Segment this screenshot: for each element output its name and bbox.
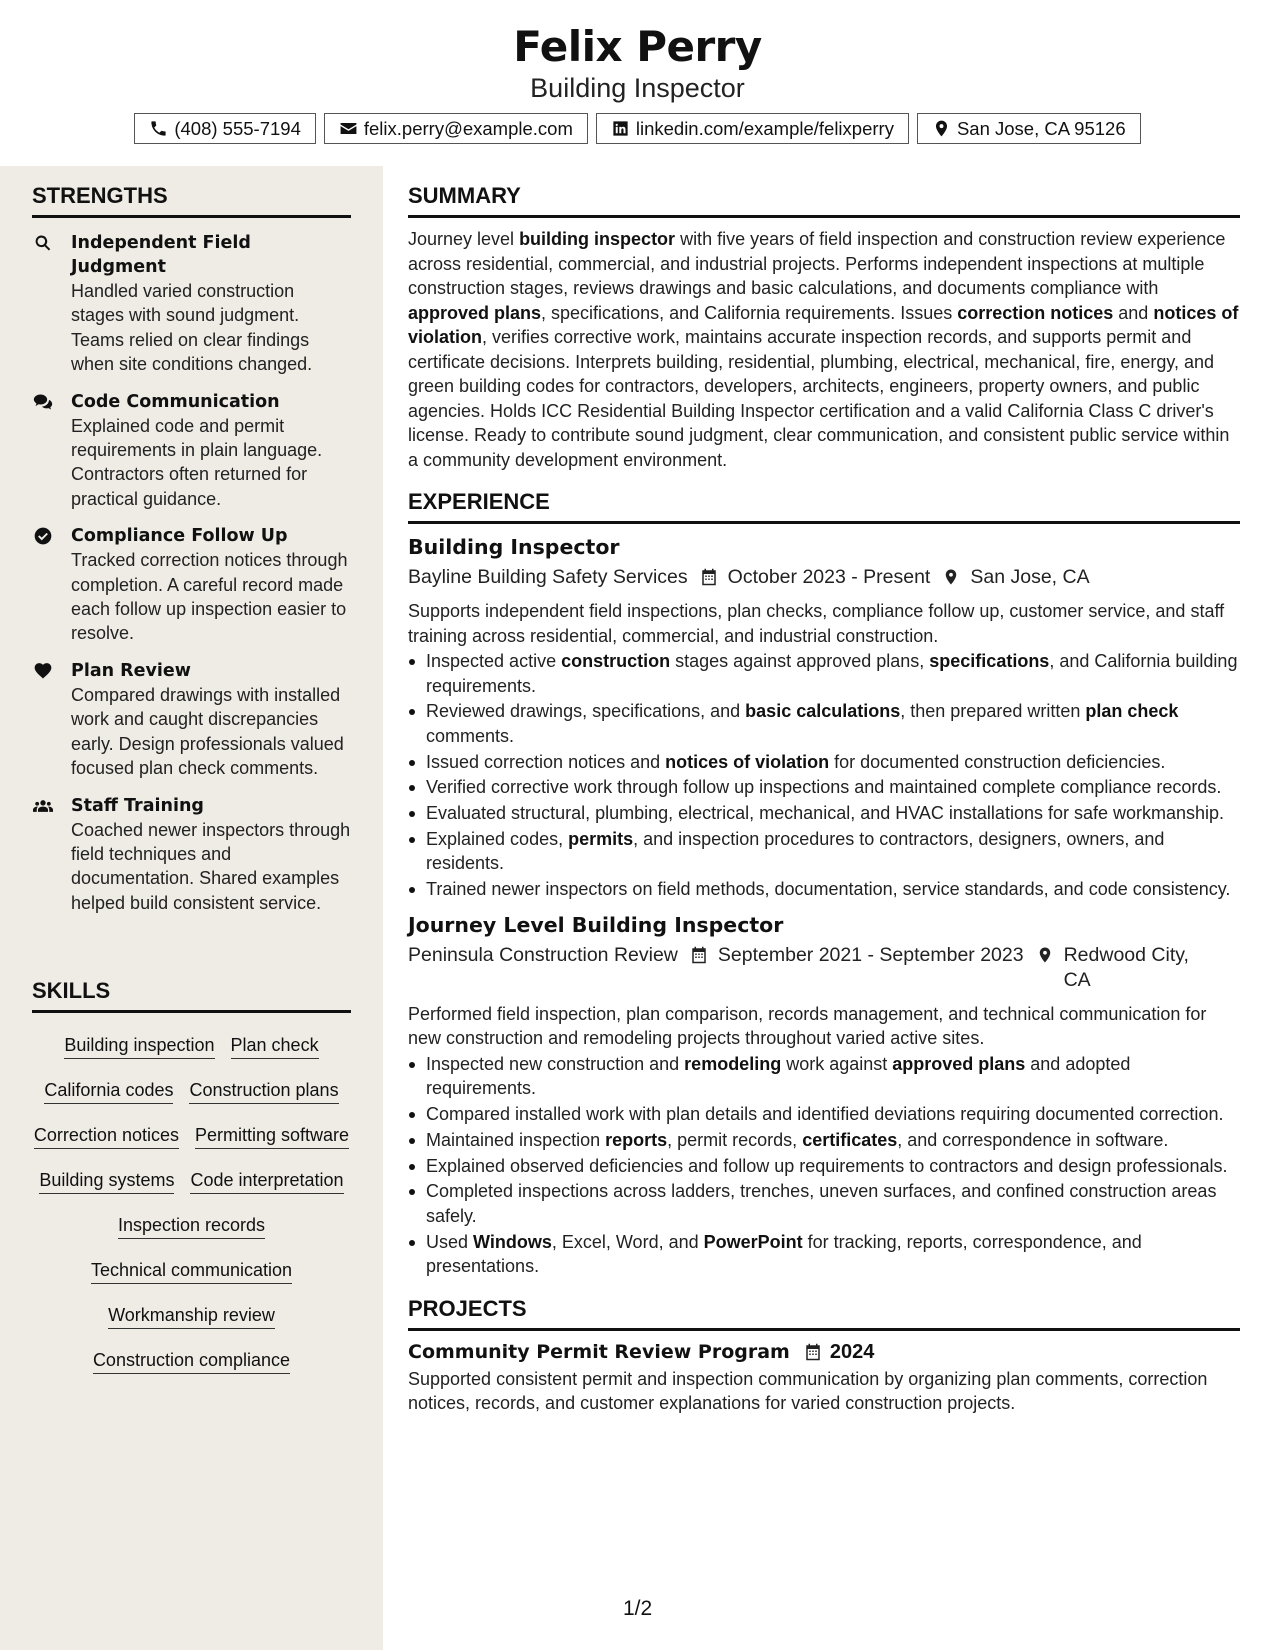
experience-section (408, 489, 1240, 1279)
calendar-icon (804, 1342, 822, 1362)
summary-text: Journey level building inspector with five years of field inspection and construction review experience across residential, commercial, and industrial projects. Performs independent inspections at multiple construction stages, reviews drawings and basic calculations, and documents compliance with approved plans, specifications, and California requirements. Issues correction notices and notices of violation, verifies corrective work, maintains accurate inspection records, and supports permit and certificate decisions. Interprets building, residential, plumbing, electrical, mechanical, fire, energy, and green building codes for contractors, developers, architects, engineers, property owners, and public agencies. Holds ICC Residential Building Inspector certification and a valid California Class C driver's license. Ready to contribute sound judgment, clear communication, and consistent public service within a community development environment. (408, 229, 1239, 470)
bullet-item: Trained newer inspectors on field methods, documentation, service standards, and code consistency. (408, 877, 1240, 902)
job-entry (408, 535, 1240, 902)
summary-section (408, 183, 1240, 472)
skill-tag: Code interpretation (190, 1168, 343, 1194)
bullet-item: Completed inspections across ladders, trenches, uneven surfaces, and confined construction areas safely. (408, 1179, 1240, 1228)
skill-tag: California codes (44, 1078, 173, 1104)
phone-text: (408) 555-7194 (174, 117, 301, 139)
strength-item (32, 524, 351, 646)
projects-section (408, 1296, 1240, 1416)
skill-tag: Building inspection (64, 1033, 214, 1059)
skill-list (32, 1033, 351, 1374)
users-icon (32, 796, 54, 816)
job-meta (408, 565, 1240, 590)
bullet-item: Issued correction notices and notices of violation for documented construction deficiencies. (408, 750, 1240, 775)
skill-tag: Plan check (231, 1033, 319, 1059)
resume-header (0, 0, 1275, 166)
strength-text: Tracked correction notices through completion. A careful record made each follow up inspection easier to resolve. (71, 550, 348, 644)
heart-icon (32, 661, 54, 681)
strength-item (32, 659, 351, 781)
map-marker-icon (942, 567, 960, 587)
map-marker-icon (1036, 945, 1054, 965)
job-dates: October 2023 - Present (727, 566, 931, 588)
strength-title: Code Communication (71, 391, 280, 412)
strength-text: Handled varied construction stages with sound judgment. Teams relied on clear findings when site conditions changed. (71, 281, 313, 375)
bullet-item: Used Windows, Excel, Word, and PowerPoint for tracking, reports, correspondence, and presentations. (408, 1230, 1240, 1279)
sidebar (0, 166, 383, 1650)
job-bullets (408, 649, 1240, 902)
strength-text: Explained code and permit requirements in plain language. Contractors often returned for practical guidance. (71, 415, 323, 509)
candidate-name: Felix Perry (513, 22, 762, 71)
map-marker-icon (932, 119, 951, 138)
bullet-item: Explained observed deficiencies and follow up requirements to contractors and design professionals. (408, 1154, 1240, 1179)
strength-title: Plan Review (71, 660, 191, 681)
strength-item (32, 794, 351, 916)
job-title: Building Inspector (408, 535, 620, 559)
strength-item (32, 231, 351, 377)
bullet-item: Maintained inspection reports, permit records, certificates, and correspondence in software. (408, 1128, 1240, 1153)
strength-title: Staff Training (71, 795, 204, 816)
strength-item (32, 390, 351, 512)
contact-linkedin[interactable] (596, 113, 909, 144)
check-circle-icon (32, 526, 54, 546)
phone-icon (149, 119, 168, 138)
linkedin-text: linkedin.com/example/felixperry (635, 117, 894, 139)
job-company: Peninsula Construction Review (408, 943, 678, 966)
strength-title: Independent Field Judgment (71, 233, 251, 277)
search-icon (32, 233, 54, 253)
strength-text: Coached newer inspectors through field techniques and documentation. Shared examples helped build consistent service. (71, 819, 351, 913)
experience-heading: EXPERIENCE (408, 489, 1240, 524)
strength-text: Compared drawings with installed work and caught discrepancies early. Design professionals valued focused plan check comments. (71, 684, 344, 779)
project-title-row (408, 1341, 1240, 1364)
skill-tag: Correction notices (34, 1123, 179, 1149)
skills-heading: SKILLS (32, 978, 351, 1013)
job-meta (408, 943, 1240, 993)
email-text: felix.perry@example.com (363, 117, 573, 139)
job-description: Performed field inspection, plan comparison, records management, and technical communication for new construction and remodeling projects throughout varied active sites. (408, 1003, 1207, 1049)
calendar-icon (690, 945, 708, 965)
skill-tag: Technical communication (91, 1258, 292, 1284)
comments-icon (32, 392, 54, 412)
job-company: Bayline Building Safety Services (408, 566, 688, 588)
strength-title: Compliance Follow Up (71, 526, 288, 547)
skill-tag: Construction plans (189, 1078, 338, 1104)
project-title: Community Permit Review Program (408, 1341, 790, 1364)
job-dates: September 2021 - September 2023 (717, 943, 1024, 966)
projects-heading: PROJECTS (408, 1296, 1240, 1331)
bullet-item: Compared installed work with plan details and identified deviations requiring documented correction. (408, 1102, 1240, 1127)
main-content (408, 166, 1240, 1650)
skill-tag: Construction compliance (93, 1348, 290, 1374)
job-bullets (408, 1052, 1240, 1279)
location-text: San Jose, CA 95126 (956, 117, 1126, 139)
bullet-item: Inspected new construction and remodeling work against approved plans and adopted requirements. (408, 1052, 1240, 1101)
bullet-item: Verified corrective work through follow up inspections and maintained complete compliance records. (408, 775, 1240, 800)
strengths-section (32, 183, 351, 915)
job-location: San Jose, CA (970, 566, 1090, 588)
job-entry (408, 913, 1240, 1279)
summary-heading: SUMMARY (408, 183, 1240, 218)
job-description: Supports independent field inspections, plan checks, compliance follow up, customer service, and staff training across residential, commercial, and industrial construction. (408, 601, 1225, 646)
bullet-item: Evaluated structural, plumbing, electrical, mechanical, and HVAC installations for safe workmanship. (408, 801, 1240, 826)
contact-location[interactable] (917, 113, 1141, 144)
project-year: 2024 (829, 1340, 875, 1363)
job-title: Journey Level Building Inspector (408, 912, 784, 937)
envelope-icon (339, 119, 358, 138)
contact-phone[interactable] (134, 113, 316, 144)
skills-section (32, 978, 351, 1374)
calendar-icon (700, 567, 718, 587)
job-location: Redwood City, CA (1063, 943, 1189, 991)
skill-tag: Building systems (39, 1168, 174, 1194)
bullet-item: Inspected active construction stages against approved plans, specifications, and California building requirements. (408, 649, 1240, 698)
skill-tag: Permitting software (195, 1123, 349, 1149)
contact-bar (0, 113, 1275, 144)
skill-tag: Workmanship review (108, 1303, 275, 1329)
project-description: Supported consistent permit and inspection communication by organizing plan comments, correction notices, records, and customer explanations for varied construction projects. (408, 1368, 1208, 1414)
linkedin-icon (611, 119, 630, 138)
skill-tag: Inspection records (118, 1213, 265, 1239)
strengths-heading: STRENGTHS (32, 183, 351, 218)
bullet-item: Reviewed drawings, specifications, and basic calculations, then prepared written plan check comments. (408, 699, 1240, 748)
bullet-item: Explained codes, permits, and inspection procedures to contractors, designers, owners, and residents. (408, 827, 1240, 876)
page-number: 1/2 (623, 1597, 653, 1620)
candidate-title: Building Inspector (530, 73, 745, 103)
contact-email[interactable] (324, 113, 588, 144)
